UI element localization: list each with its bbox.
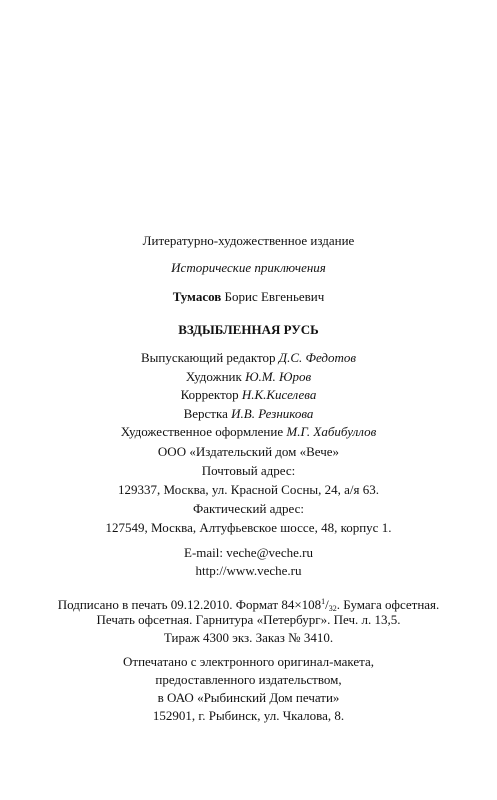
credit-role: Художественное оформление: [120, 424, 284, 439]
website-line: http://www.veche.ru: [195, 563, 302, 578]
printer-line-1: Отпечатано с электронного оригинал-макета,: [123, 654, 374, 669]
series-line: Исторические приключения: [171, 260, 326, 275]
printer-line-4: 152901, г. Рыбинск, ул. Чкалова, 8.: [152, 708, 345, 723]
publisher-name: ООО «Издательский дом «Вече»: [157, 444, 340, 459]
credit-name: Н.К.Киселева: [241, 387, 317, 402]
format-denominator: 32: [328, 604, 337, 613]
email-line: E-mail: veche@veche.ru: [184, 545, 313, 560]
author-surname: Тумасов: [172, 289, 222, 304]
credit-role: Корректор: [180, 387, 239, 402]
author-line: [0, 289, 497, 305]
actual-address-label: Фактический адрес:: [192, 501, 305, 516]
postal-address: 129337, Москва, ул. Красной Сосны, 24, а/я 63.: [118, 482, 379, 497]
credit-row-proofreader: [0, 386, 497, 405]
printer-line-3: в ОАО «Рыбинский Дом печати»: [157, 690, 340, 705]
actual-address: 127549, Москва, Алтуфьевское шоссе, 48, корпус 1.: [105, 520, 392, 535]
genre-line: Литературно-художественное издание: [142, 233, 355, 248]
credit-role: Верстка: [183, 405, 228, 421]
credits-block: [0, 349, 497, 442]
postal-address-label: Почтовый адрес:: [201, 463, 296, 478]
credit-name: Ю.М. Юров: [245, 368, 312, 384]
print-type-line: Печать офсетная. Гарнитура «Петербург». Печ. л. 13,5.: [96, 612, 401, 627]
format-numerator: 1: [321, 597, 326, 606]
credit-row-design: [0, 423, 497, 442]
credit-role: Выпускающий редактор: [141, 350, 276, 365]
printer-line-2: предоставленного издательством,: [155, 672, 342, 687]
credit-row-artist: [0, 368, 497, 387]
credit-row-editor: [0, 349, 497, 368]
print-run-line: Тираж 4300 экз. Заказ № 3410.: [163, 630, 334, 645]
credit-role: Художник: [185, 368, 242, 384]
credit-name: И.В. Резникова: [231, 405, 314, 421]
author-given-names: Борис Евгеньевич: [224, 289, 325, 304]
print-signed-suffix: . Бумага офсетная.: [336, 597, 440, 612]
credit-name: М.Г. Хабибуллов: [286, 424, 377, 439]
book-title: ВЗДЫБЛЕННАЯ РУСЬ: [178, 322, 319, 337]
credit-row-layout: [0, 405, 497, 424]
credit-name: Д.С. Федотов: [278, 350, 356, 365]
print-signed-prefix: Подписано в печать 09.12.2010. Формат 84×108: [57, 597, 322, 612]
print-signed-line: Подписано в печать 09.12.2010. Формат $84\times 108^1/_{32}$. Бумага офсетная.: [57, 597, 440, 613]
